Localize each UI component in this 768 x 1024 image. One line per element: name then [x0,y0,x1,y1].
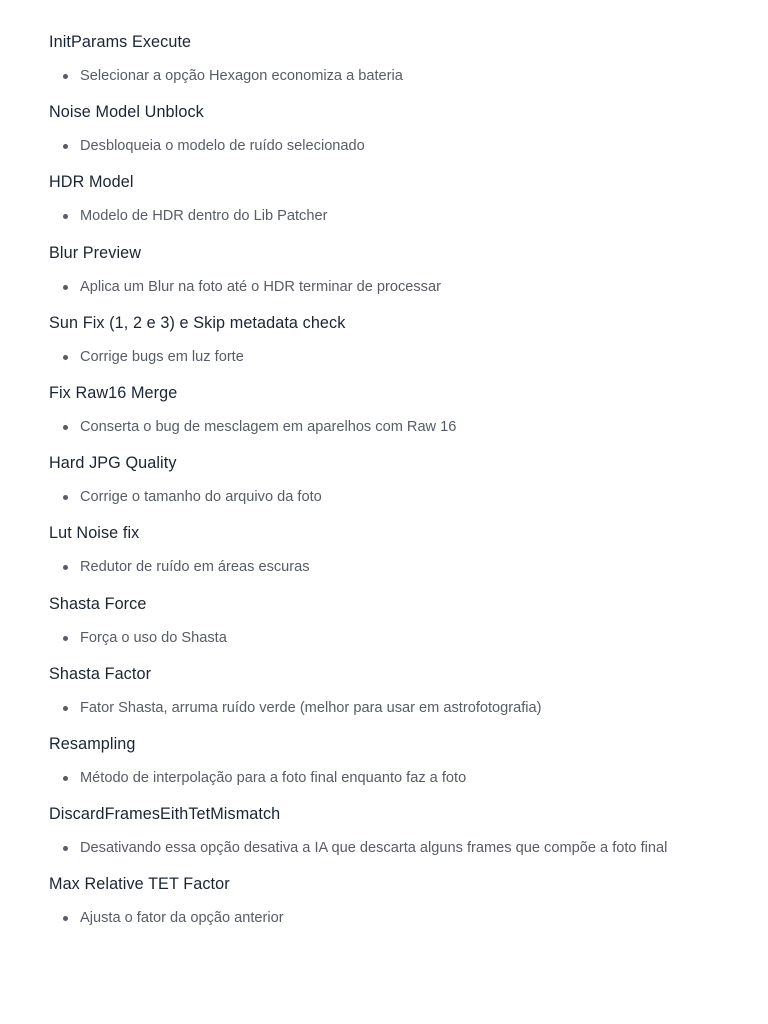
list-item-text: Corrige bugs em luz forte [80,348,244,365]
list-item-text: Desbloqueia o modelo de ruído selecionado [80,138,365,155]
section-title: Blur Preview [49,243,142,262]
bullet-list [49,837,667,859]
section [49,592,749,662]
list-item-text: Força o uso do Shasta [80,629,227,646]
bullet-list [49,627,227,649]
section [49,662,749,732]
section-title: InitParams Execute [49,33,192,51]
bullet-list [49,276,441,298]
bullet-icon [63,916,68,921]
section [49,30,749,100]
section-title: Shasta Force [49,594,147,613]
bullet-icon [63,565,68,570]
bullet-list [49,416,456,438]
section [49,451,749,521]
bullet-icon [63,636,68,641]
list-item [49,837,667,859]
bullet-list [49,767,466,789]
bullet-list [49,697,542,719]
list-item [49,767,466,789]
bullet-icon [63,706,68,711]
section-title: Shasta Factor [49,664,152,683]
bullet-icon [63,74,68,79]
list-item [49,556,310,578]
bullet-icon [63,425,68,430]
list-item-text: Ajusta o fator da opção anterior [80,910,284,927]
bullet-list [49,205,327,227]
list-item-text: Modelo de HDR dentro do Lib Patcher [80,208,328,225]
section-title: HDR Model [49,173,134,192]
section [49,732,749,802]
section-title: Noise Model Unblock [49,103,204,122]
list-item-text: Selecionar a opção Hexagon economiza a bateria [80,68,403,84]
bullet-list [49,486,322,508]
section-title: Lut Noise fix [49,524,140,543]
bullet-icon [63,495,68,500]
section [49,521,749,591]
list-item [49,486,322,508]
section [49,381,749,451]
bullet-icon [63,355,68,360]
document-body [49,30,749,942]
list-item [49,627,227,649]
list-item-text: Conserta o bug de mesclagem em aparelhos com Raw 16 [80,418,457,435]
list-item [49,135,365,157]
section-title: Max Relative TET Factor [49,875,230,894]
section-title: Resampling [49,734,136,753]
bullet-icon [63,846,68,851]
section [49,311,749,381]
list-item-text: Corrige o tamanho do arquivo da foto [80,489,322,506]
bullet-icon [63,776,68,781]
bullet-list [49,907,284,929]
bullet-list [49,346,244,368]
list-item-text: Aplica um Blur na foto até o HDR terminar de processar [80,278,441,295]
list-item-text: Redutor de ruído em áreas escuras [80,559,310,576]
bullet-icon [63,144,68,149]
section-title: DiscardFramesEithTetMismatch [49,805,281,824]
bullet-list [49,556,310,578]
list-item [49,65,403,87]
list-item [49,697,542,719]
bullet-list [49,65,403,87]
section [49,241,749,311]
bullet-icon [63,285,68,290]
section [49,100,749,170]
list-item [49,276,441,298]
section-title: Hard JPG Quality [49,454,177,473]
list-item-text: Fator Shasta, arruma ruído verde (melhor para usar em astrofotografia) [80,699,542,716]
list-item [49,346,244,368]
list-item [49,907,284,929]
list-item [49,205,327,227]
list-item [49,416,456,438]
section [49,802,749,872]
list-item-text: Desativando essa opção desativa a IA que descarta alguns frames que compõe a foto final [80,840,668,857]
bullet-list [49,135,365,157]
section-title: Sun Fix (1, 2 e 3) e Skip metadata check [49,313,346,332]
section [49,872,749,942]
bullet-icon [63,214,68,219]
section [49,170,749,240]
section-title: Fix Raw16 Merge [49,383,178,402]
list-item-text: Método de interpolação para a foto final enquanto faz a foto [80,769,467,786]
